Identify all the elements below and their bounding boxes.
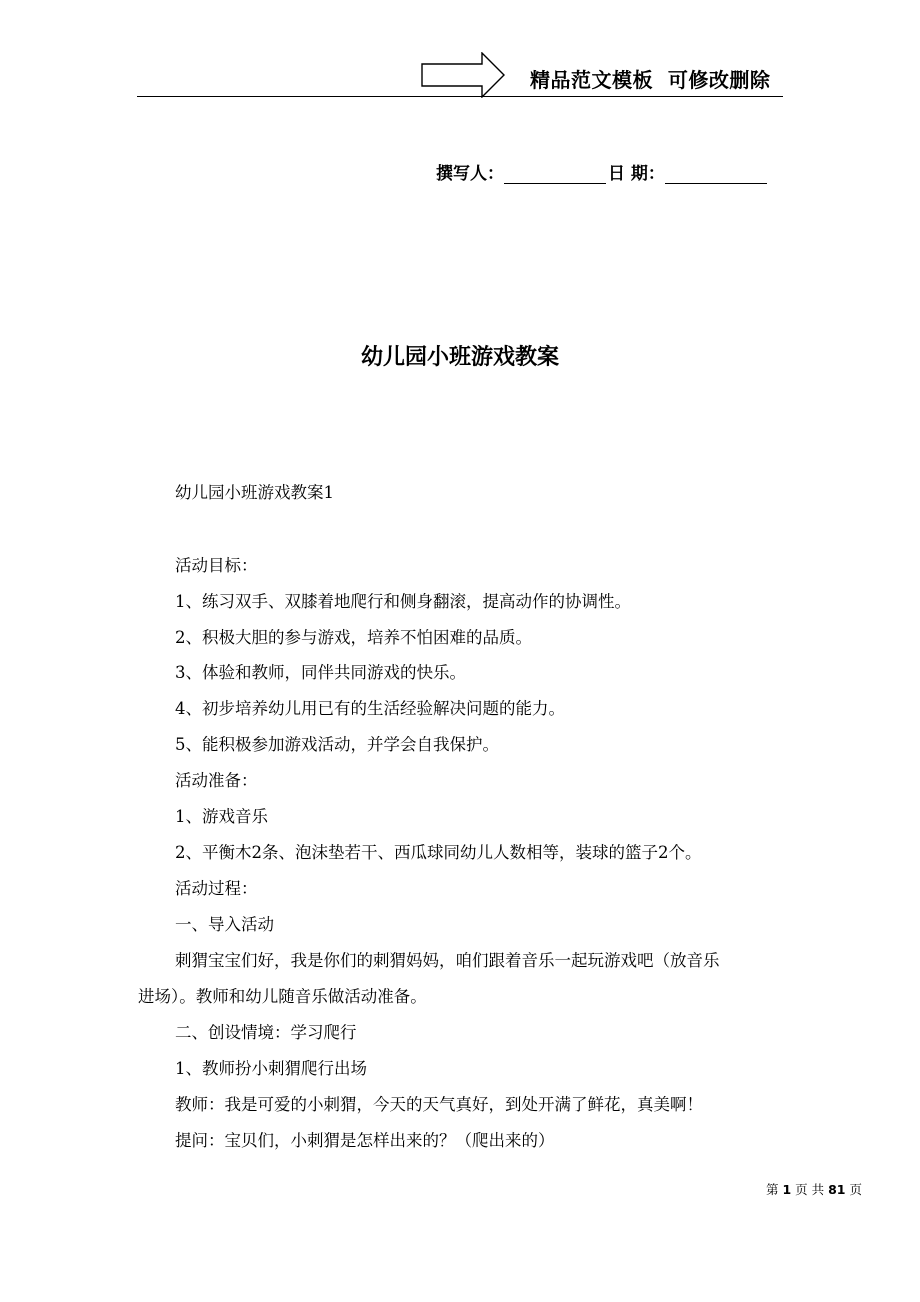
document-title: 幼儿园小班游戏教案 [360, 345, 559, 370]
body-line: 1、教师扮小刺猬爬行出场 [175, 1059, 367, 1078]
footer-total-pages: 81 [828, 1182, 846, 1197]
author-label: 撰写人： [436, 164, 504, 184]
author-blank [504, 163, 606, 184]
body-line: 活动过程： [175, 879, 258, 898]
section-subtitle: 幼儿园小班游戏教案1 [175, 483, 334, 502]
footer-middle: 页 共 [791, 1182, 829, 1197]
footer-suffix: 页 [845, 1182, 862, 1197]
body-line: 1、游戏音乐 [175, 807, 268, 826]
body-line: 提问：宝贝们，小刺猬是怎样出来的？（爬出来的） [175, 1131, 555, 1150]
body-line: 2、平衡木2条、泡沫垫若干、西瓜球同幼儿人数相等，装球的篮子2个。 [175, 843, 702, 862]
body-line: 刺猬宝宝们好，我是你们的刺猬妈妈，咱们跟着音乐一起玩游戏吧（放音乐 [175, 951, 720, 970]
body-line: 1、练习双手、双膝着地爬行和侧身翻滚，提高动作的协调性。 [175, 592, 631, 611]
body-line: 活动准备： [175, 771, 258, 790]
body-line: 3、体验和教师，同伴共同游戏的快乐。 [175, 663, 466, 682]
arrow-icon [421, 52, 505, 98]
body-line: 进场）。教师和幼儿随音乐做活动准备。 [138, 987, 427, 1006]
body-line: 教师：我是可爱的小刺猬，今天的天气真好，到处开满了鲜花，真美啊！ [175, 1095, 703, 1114]
date-blank [665, 163, 767, 184]
body-line: 一、导入活动 [175, 915, 274, 934]
body-line: 4、初步培养幼儿用已有的生活经验解决问题的能力。 [175, 699, 565, 718]
body-line: 2、积极大胆的参与游戏，培养不怕困难的品质。 [175, 628, 532, 647]
footer-prefix: 第 [766, 1182, 783, 1197]
page-footer [766, 1180, 862, 1198]
body-line: 5、能积极参加游戏活动，并学会自我保护。 [175, 735, 499, 754]
date-label: 日 期： [608, 164, 665, 184]
footer-page-number: 1 [782, 1182, 792, 1197]
body-line: 二、创设情境：学习爬行 [175, 1023, 357, 1042]
body-line: 活动目标： [175, 556, 258, 575]
header-divider [137, 96, 783, 97]
author-date-line [436, 160, 767, 184]
header-title: 精品范文模板 可修改删除 [530, 68, 771, 92]
